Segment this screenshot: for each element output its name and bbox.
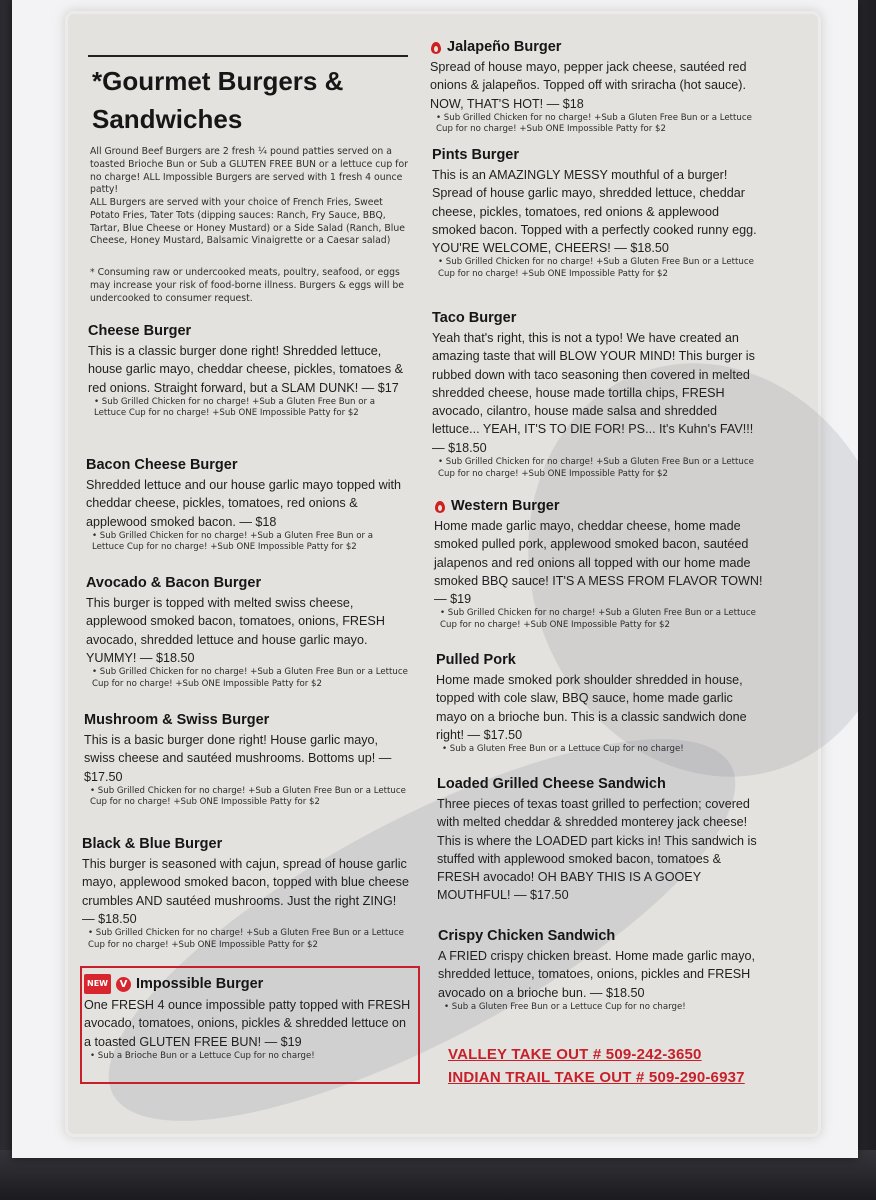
item-name-row (84, 974, 416, 994)
item-note: • Sub a Gluten Free Bun or a Lettuce Cup for no charge! (444, 1001, 686, 1012)
item-description: This burger is seasoned with cajun, spread of house garlic mayo, applewood smoked bacon, topped with blue cheese crumbles AND sautéed mushrooms. Just the right ZING! — $18.50 (82, 857, 409, 926)
menu-item-loaded-grilled-cheese (437, 775, 767, 905)
intro-patties: All Ground Beef Burgers are 2 fresh ¼ pound patties served on a toasted Brioche Bun or Sub a GLUTEN FREE BUN or a lettuce cup for no charge! ALL Impossible Burgers are served with 1 fresh 4 ounce patty! (90, 146, 408, 196)
item-description: A FRIED crispy chicken breast. Home made garlic mayo, shredded lettuce, tomatoes, onions, pickles and FRESH avocado on a brioche bun. — $18.50 (438, 949, 756, 1000)
item-note: • Sub Grilled Chicken for no charge! +Sub a Gluten Free Bun or a Lettuce Cup for no charge! +Sub ONE Impossible Patty for $2 (438, 457, 754, 479)
item-description: Home made garlic mayo, cheddar cheese, home made smoked pulled pork, applewood smoked bacon, sautéed jalapenos and red onions all topped with our home made smoked BBQ sauce! IT'S A MESS FROM FLAVOR TOWN! — $19 (434, 519, 763, 607)
item-name: Impossible Burger (135, 976, 264, 992)
flame-icon (434, 499, 446, 513)
item-note: • Sub Grilled Chicken for no charge! +Sub a Gluten Free Bun or a Lettuce Cup for no charge! +Sub ONE Impossible Patty for $2 (92, 667, 408, 689)
item-description: Home made smoked pork shoulder shredded in house, topped with cole slaw, BBQ sauce, home made garlic mayo on a brioche bun. This is a classic sandwich done right! — $17.50 (436, 673, 747, 742)
item-note: • Sub a Gluten Free Bun or a Lettuce Cup for no charge! (442, 744, 684, 755)
title-rule (88, 55, 408, 57)
intro-sides: ALL Burgers are served with your choice of French Fries, Sweet Potato Fries, Tater Tots (dipping sauces: Ranch, Fry Sauce, BBQ, Tartar, Blue Cheese or Honey Mustard) or a Side Salad (Ranch, Blue Cheese, Honey Mustard, Balsamic Vinaigrette or a Caesar salad) (90, 197, 405, 247)
item-note: • Sub Grilled Chicken for no charge! +Sub a Gluten Free Bun or a Lettuce Cup for no charge! +Sub ONE Impossible Patty for $2 (436, 112, 752, 135)
item-description: Spread of house mayo, pepper jack cheese, sautéed red onions & jalapeños. Topped off with sriracha (hot sauce). NOW, THAT'S HOT! — $18 (430, 60, 747, 111)
intro-warning: * Consuming raw or undercooked meats, poultry, seafood, or eggs may increase your risk of food-borne illness. Burgers & eggs will be undercooked to consumer request. (90, 267, 405, 304)
menu-item-bacon-cheese-burger (86, 456, 404, 554)
menu-item-pints-burger (432, 146, 758, 281)
item-description: One FRESH 4 ounce impossible patty topped with FRESH avocado, tomatoes, onions, pickles & shredded lettuce on a toasted GLUTEN FREE BUN! — $19 (84, 998, 411, 1049)
item-note: • Sub Grilled Chicken for no charge! +Sub a Gluten Free Bun or a Lettuce Cup for no charge! +Sub ONE Impossible Patty for $2 (94, 396, 376, 419)
item-name: Avocado & Bacon Burger (86, 575, 262, 591)
new-badge: NEW (84, 974, 111, 994)
item-description: Shredded lettuce and our house garlic mayo topped with cheddar cheese, pickles, tomatoes, red onions & applewood smoked bacon. — $18 (86, 478, 402, 529)
menu-item-crispy-chicken-sandwich (438, 927, 768, 1013)
item-description: This is an AMAZINGLY MESSY mouthful of a burger! Spread of house garlic mayo, shredded lettuce, cheddar cheese, pickles, tomatoes, red onions & applewood smoked bacon. Topped with a perfectly cooked runny egg. YOU'RE WELCOME, CHEERS! — $18.50 (432, 168, 757, 256)
item-description: Three pieces of texas toast grilled to perfection; covered with melted cheddar & shredded monterey jack cheese! This is where the LOADED part kicks in! This sandwich is stuffed with applewood smoked bacon, tomatoes & FRESH avocado! OH BABY THIS IS A GOOEY MOUTHFUL! — $17.50 (437, 797, 757, 903)
item-name-row (434, 497, 764, 515)
item-description: This burger is topped with melted swiss cheese, applewood smoked bacon, tomatoes, onions, FRESH avocado, shredded lettuce and house garlic mayo. YUMMY! — $18.50 (86, 596, 385, 665)
menu-item-western-burger (434, 497, 764, 632)
item-name: Crispy Chicken Sandwich (438, 928, 616, 944)
menu-item-jalapeno-burger (430, 38, 760, 136)
item-name: Jalapeño Burger (447, 39, 562, 55)
item-note: • Sub a Brioche Bun or a Lettuce Cup for no charge! (90, 1050, 315, 1061)
item-name: Western Burger (451, 498, 560, 514)
item-name: Taco Burger (432, 310, 517, 326)
menu-item-mushroom-swiss-burger (84, 711, 406, 809)
menu-item-taco-burger (432, 309, 762, 480)
item-name: Bacon Cheese Burger (86, 457, 238, 473)
item-name: Cheese Burger (88, 323, 192, 339)
item-description: This is a basic burger done right! House garlic mayo, swiss cheese and sautéed mushrooms. Bottoms up! — $17.50 (84, 733, 392, 784)
vegan-badge-icon: V (116, 977, 131, 992)
item-name: Pints Burger (432, 147, 520, 163)
item-note: • Sub Grilled Chicken for no charge! +Sub a Gluten Free Bun or a Lettuce Cup for no charge! +Sub ONE Impossible Patty for $2 (440, 608, 756, 631)
item-description: Yeah that's right, this is not a typo! We have created an amazing taste that will BLOW YOUR MIND! This burger is rubbed down with taco seasoning then covered in melted shredded cheese, house made tortilla chips, FRESH avocado, cilantro, house made salsa and shredded lettuce... YEAH, IT'S TO DIE FOR! PS... It's Kuhn's FAV!!! — $18.50 (432, 331, 755, 455)
menu-item-cheese-burger (88, 322, 406, 420)
item-description: This is a classic burger done right! Shredded lettuce, house garlic mayo, cheddar cheese, pickles, tomatoes & red onions. Straight forward, but a SLAM DUNK! — $17 (88, 344, 404, 395)
menu-item-pulled-pork (436, 651, 766, 756)
indian-trail-takeout-phone[interactable]: INDIAN TRAIL TAKE OUT # 509-290-6937 (448, 1069, 745, 1086)
menu-item-impossible-burger (84, 974, 416, 1062)
menu-item-black-blue-burger (82, 835, 410, 951)
valley-takeout-phone[interactable]: VALLEY TAKE OUT # 509-242-3650 (448, 1046, 702, 1063)
item-note: • Sub Grilled Chicken for no charge! +Sub a Gluten Free Bun or a Lettuce Cup for no charge! +Sub ONE Impossible Patty for $2 (88, 928, 404, 950)
section-title: *Gourmet Burgers & Sandwiches (92, 66, 344, 134)
item-note: • Sub Grilled Chicken for no charge! +Sub a Gluten Free Bun or a Lettuce Cup for no charge! +Sub ONE Impossible Patty for $2 (90, 785, 406, 808)
item-name: Black & Blue Burger (82, 836, 223, 852)
item-note: • Sub Grilled Chicken for no charge! +Sub a Gluten Free Bun or a Lettuce Cup for no charge! +Sub ONE Impossible Patty for $2 (92, 530, 374, 553)
item-name: Mushroom & Swiss Burger (84, 712, 270, 728)
item-name-row (430, 38, 760, 56)
item-name: Pulled Pork (436, 652, 516, 668)
menu-item-avocado-bacon-burger (86, 574, 408, 690)
item-name: Loaded Grilled Cheese Sandwich (437, 776, 666, 792)
flame-icon (430, 40, 442, 54)
item-note: • Sub Grilled Chicken for no charge! +Sub a Gluten Free Bun or a Lettuce Cup for no charge! +Sub ONE Impossible Patty for $2 (438, 257, 754, 280)
